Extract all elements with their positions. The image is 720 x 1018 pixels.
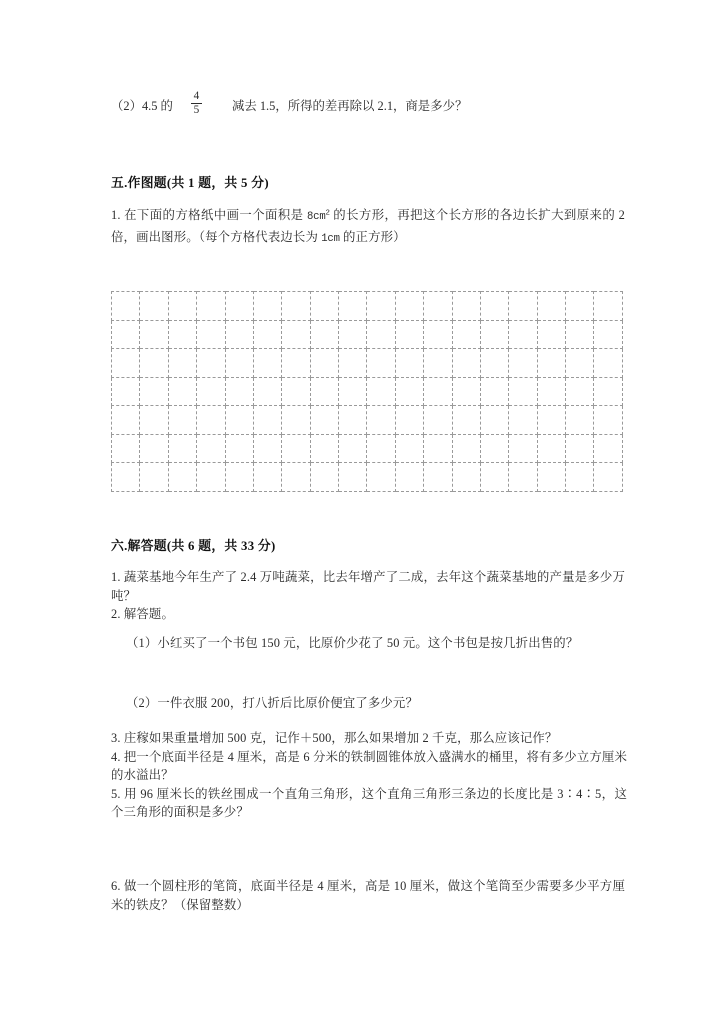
graph-paper-cell[interactable] <box>367 406 395 435</box>
graph-paper-cell[interactable] <box>509 292 537 321</box>
part-six-question-4: 4. 把一个底面半径是 4 厘米，高是 6 分米的铁制圆锥体放入盛满水的桶里，将有多少立方厘米的水溢出？ <box>111 749 627 782</box>
part-five-question-1 <box>111 206 625 249</box>
graph-paper-cell[interactable] <box>168 349 196 378</box>
graph-paper-cell[interactable] <box>509 377 537 406</box>
graph-paper-cell[interactable] <box>367 349 395 378</box>
fraction-denominator: 5 <box>193 104 200 117</box>
graph-paper-cell[interactable] <box>253 406 281 435</box>
part-six-question-6: 6. 做一个圆柱形的笔筒，底面半径是 4 厘米，高是 10 厘米，做这个笔筒至少需要多少平方厘米的铁皮？（保留整数） <box>111 879 625 912</box>
graph-paper-cell[interactable] <box>225 292 253 321</box>
graph-paper-cell[interactable] <box>282 434 310 463</box>
graph-paper-cell[interactable] <box>480 292 508 321</box>
graph-paper-cell[interactable] <box>282 320 310 349</box>
graph-paper-cell[interactable] <box>424 377 452 406</box>
graph-paper-cell[interactable] <box>282 377 310 406</box>
graph-paper-cell[interactable] <box>594 320 623 349</box>
fraction-four-fifths <box>191 91 202 117</box>
graph-paper-cell[interactable] <box>424 320 452 349</box>
graph-paper-cell[interactable] <box>112 377 140 406</box>
graph-paper-cell[interactable] <box>310 406 338 435</box>
graph-paper-cell[interactable] <box>140 406 168 435</box>
part-four-question-2 <box>111 92 623 118</box>
graph-paper-cell[interactable] <box>282 463 310 492</box>
graph-paper-cell[interactable] <box>452 377 480 406</box>
graph-paper-cell[interactable] <box>509 434 537 463</box>
graph-paper-cell[interactable] <box>140 349 168 378</box>
graph-paper-cell[interactable] <box>339 406 367 435</box>
part-five-question-suffix2: 的正方形） <box>339 229 406 244</box>
graph-paper-cell[interactable] <box>339 434 367 463</box>
part-six-heading: 六.解答题(共 6 题，共 33 分) <box>111 539 276 553</box>
graph-paper-cell[interactable] <box>168 434 196 463</box>
part-six-question-5: 5. 用 96 厘米长的铁丝围成一个直角三角形，这个直角三角形三条边的长度比是 3∶4∶5，这个三角形的面积是多少？ <box>111 786 627 819</box>
graph-paper-cell[interactable] <box>339 320 367 349</box>
graph-paper-cell[interactable] <box>225 349 253 378</box>
graph-paper-cell[interactable] <box>452 292 480 321</box>
graph-paper-cell[interactable] <box>480 349 508 378</box>
graph-paper-cell[interactable] <box>253 463 281 492</box>
graph-paper-cell[interactable] <box>537 463 565 492</box>
graph-paper-cell[interactable] <box>253 349 281 378</box>
fraction-numerator: 4 <box>193 90 200 102</box>
graph-paper-cell[interactable] <box>140 320 168 349</box>
graph-paper-cell[interactable] <box>395 320 423 349</box>
part-four-question-2-rest: 减去 1.5，所得的差再除以 2.1，商是多少？ <box>231 98 468 113</box>
graph-paper-cell[interactable] <box>566 320 594 349</box>
graph-paper-cell[interactable] <box>253 434 281 463</box>
graph-paper-cell[interactable] <box>566 463 594 492</box>
graph-paper-cell[interactable] <box>225 320 253 349</box>
part-six-question-2-stem: 2. 解答题。 <box>111 607 175 621</box>
graph-paper-cell[interactable] <box>197 377 225 406</box>
graph-paper-grid[interactable] <box>111 291 623 492</box>
graph-paper-cell[interactable] <box>537 292 565 321</box>
part-six-question-2-sub-2: （2）一件衣服 200，打八折后比原价便宜了多少元？ <box>126 696 418 710</box>
graph-paper-cell[interactable] <box>225 463 253 492</box>
graph-paper-cell[interactable] <box>395 434 423 463</box>
graph-paper-cell[interactable] <box>197 406 225 435</box>
graph-paper-cell[interactable] <box>225 377 253 406</box>
graph-paper-cell[interactable] <box>197 434 225 463</box>
graph-paper-cell[interactable] <box>537 349 565 378</box>
graph-paper-cell[interactable] <box>452 434 480 463</box>
graph-paper-cell[interactable] <box>452 463 480 492</box>
graph-paper-cell[interactable] <box>310 377 338 406</box>
part-six-question-1-block <box>111 568 625 624</box>
graph-paper-cell[interactable] <box>197 463 225 492</box>
graph-paper-cell[interactable] <box>509 349 537 378</box>
graph-paper-cell[interactable] <box>424 406 452 435</box>
graph-paper-cell[interactable] <box>339 292 367 321</box>
graph-paper-cell[interactable] <box>168 292 196 321</box>
graph-paper-cell[interactable] <box>112 320 140 349</box>
graph-paper-cell[interactable] <box>367 292 395 321</box>
graph-paper-cell[interactable] <box>253 320 281 349</box>
graph-paper-cell[interactable] <box>339 377 367 406</box>
graph-paper-row <box>112 463 623 492</box>
graph-paper-cell[interactable] <box>168 406 196 435</box>
graph-paper-cell[interactable] <box>112 463 140 492</box>
graph-paper-cell[interactable] <box>197 292 225 321</box>
graph-paper-cell[interactable] <box>197 349 225 378</box>
graph-paper-cell[interactable] <box>339 463 367 492</box>
area-unit-value: 8cm <box>307 211 326 223</box>
graph-paper-cell[interactable] <box>367 320 395 349</box>
graph-paper-cell[interactable] <box>424 434 452 463</box>
graph-paper-cell[interactable] <box>480 377 508 406</box>
graph-paper-table[interactable] <box>111 291 623 492</box>
graph-paper-cell[interactable] <box>225 434 253 463</box>
graph-paper-cell[interactable] <box>112 292 140 321</box>
graph-paper-cell[interactable] <box>424 292 452 321</box>
graph-paper-row <box>112 320 623 349</box>
graph-paper-cell[interactable] <box>480 320 508 349</box>
graph-paper-cell[interactable] <box>140 292 168 321</box>
graph-paper-cell[interactable] <box>310 463 338 492</box>
graph-paper-cell[interactable] <box>367 463 395 492</box>
graph-paper-cell[interactable] <box>424 349 452 378</box>
graph-paper-cell[interactable] <box>537 406 565 435</box>
graph-paper-cell[interactable] <box>168 377 196 406</box>
graph-paper-cell[interactable] <box>395 406 423 435</box>
area-unit-label <box>307 211 330 223</box>
part-four-question-2-label: （2）4.5 的 <box>111 98 173 113</box>
graph-paper-cell[interactable] <box>509 463 537 492</box>
part-six-question-1: 1. 蔬菜基地今年生产了 2.4 万吨蔬菜，比去年增产了二成，去年这个蔬菜基地的产量是多少万吨？ <box>111 570 625 603</box>
graph-paper-cell[interactable] <box>112 406 140 435</box>
graph-paper-cell[interactable] <box>310 349 338 378</box>
graph-paper-row <box>112 349 623 378</box>
graph-paper-cell[interactable] <box>253 377 281 406</box>
graph-paper-cell[interactable] <box>480 434 508 463</box>
graph-paper-cell[interactable] <box>395 349 423 378</box>
graph-paper-row <box>112 292 623 321</box>
part-five-heading: 五.作图题(共 1 题，共 5 分) <box>111 176 269 190</box>
graph-paper-cell[interactable] <box>480 406 508 435</box>
part-six-question-3: 3. 庄稼如果重量增加 500 克，记作＋500，那么如果增加 2 千克，那么应该记作？ <box>111 731 558 745</box>
graph-paper-body <box>112 292 623 492</box>
graph-paper-cell[interactable] <box>452 320 480 349</box>
graph-paper-cell[interactable] <box>594 377 623 406</box>
graph-paper-cell[interactable] <box>140 377 168 406</box>
graph-paper-cell[interactable] <box>168 463 196 492</box>
graph-paper-cell[interactable] <box>197 320 225 349</box>
part-six-questions-3-to-5 <box>111 729 627 822</box>
graph-paper-cell[interactable] <box>480 463 508 492</box>
part-six-question-2-sub-1: （1）小红买了一个书包 150 元，比原价少花了 50 元。这个书包是按几折出售的？ <box>126 636 579 650</box>
graph-paper-cell[interactable] <box>509 320 537 349</box>
graph-paper-cell[interactable] <box>310 434 338 463</box>
graph-paper-cell[interactable] <box>168 320 196 349</box>
graph-paper-cell[interactable] <box>594 292 623 321</box>
graph-paper-cell[interactable] <box>225 406 253 435</box>
graph-paper-cell[interactable] <box>339 349 367 378</box>
graph-paper-row <box>112 377 623 406</box>
graph-paper-cell[interactable] <box>537 434 565 463</box>
graph-paper-cell[interactable] <box>310 292 338 321</box>
graph-paper-cell[interactable] <box>367 377 395 406</box>
graph-paper-cell[interactable] <box>566 406 594 435</box>
length-unit-label: 1cm <box>321 232 340 245</box>
graph-paper-cell[interactable] <box>395 292 423 321</box>
graph-paper-cell[interactable] <box>594 463 623 492</box>
part-five-question-suffix: 的长方形，再把这个长方形的各边长扩大到原来的 2 倍，画出图形。（每个方格代表边长为 <box>111 208 625 244</box>
graph-paper-cell[interactable] <box>594 434 623 463</box>
graph-paper-cell[interactable] <box>253 292 281 321</box>
graph-paper-row <box>112 406 623 435</box>
graph-paper-cell[interactable] <box>395 463 423 492</box>
part-five-question-prefix: 1. 在下面的方格纸中画一个面积是 <box>111 208 308 222</box>
graph-paper-cell[interactable] <box>452 406 480 435</box>
graph-paper-cell[interactable] <box>282 292 310 321</box>
graph-paper-cell[interactable] <box>395 377 423 406</box>
graph-paper-cell[interactable] <box>594 349 623 378</box>
graph-paper-cell[interactable] <box>537 320 565 349</box>
graph-paper-cell[interactable] <box>594 406 623 435</box>
graph-paper-cell[interactable] <box>140 463 168 492</box>
graph-paper-cell[interactable] <box>566 377 594 406</box>
graph-paper-cell[interactable] <box>424 463 452 492</box>
graph-paper-cell[interactable] <box>566 292 594 321</box>
graph-paper-cell[interactable] <box>537 377 565 406</box>
graph-paper-cell[interactable] <box>310 320 338 349</box>
graph-paper-cell[interactable] <box>282 349 310 378</box>
graph-paper-cell[interactable] <box>566 349 594 378</box>
area-unit-exponent: 2 <box>325 209 330 218</box>
graph-paper-cell[interactable] <box>112 349 140 378</box>
graph-paper-cell[interactable] <box>282 406 310 435</box>
graph-paper-row <box>112 434 623 463</box>
graph-paper-cell[interactable] <box>509 406 537 435</box>
graph-paper-cell[interactable] <box>452 349 480 378</box>
graph-paper-cell[interactable] <box>566 434 594 463</box>
graph-paper-cell[interactable] <box>367 434 395 463</box>
graph-paper-cell[interactable] <box>140 434 168 463</box>
graph-paper-cell[interactable] <box>112 434 140 463</box>
